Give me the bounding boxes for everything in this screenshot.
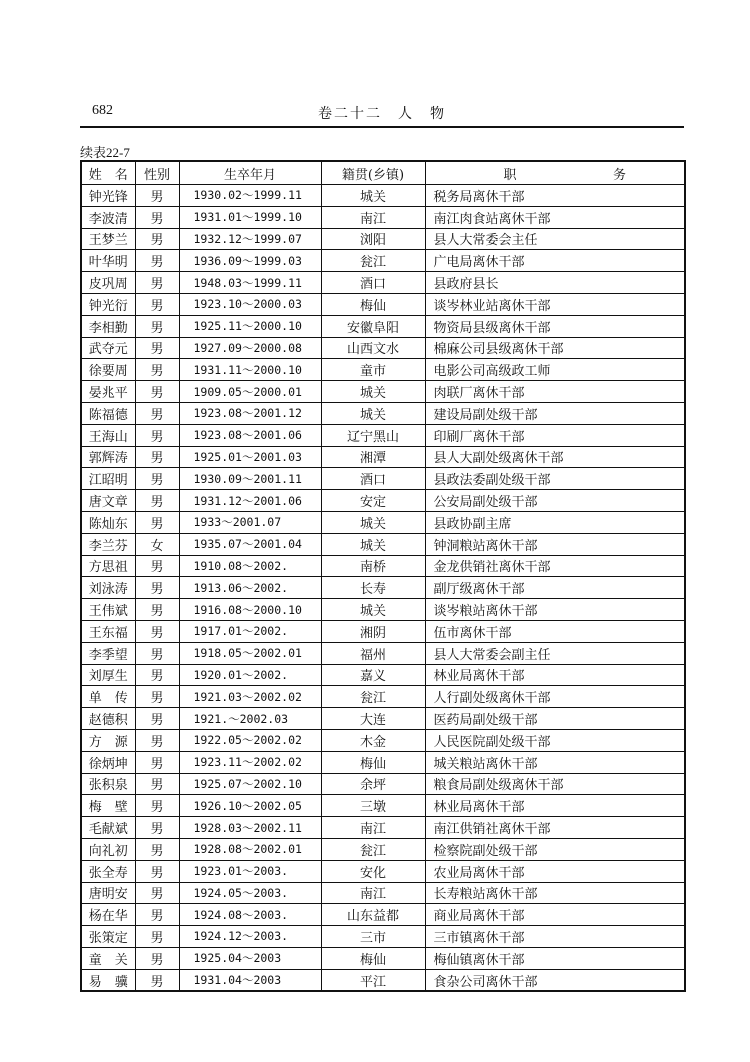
table-row [81, 293, 685, 315]
cell-sex: 男 [135, 424, 179, 446]
cell-dates: 1930.09～2001.11 [179, 468, 321, 490]
cell-sex: 男 [135, 315, 179, 337]
cell-native: 山西文水 [321, 337, 425, 359]
cell-name: 刘厚生 [81, 664, 135, 686]
cell-name: 杨在华 [81, 904, 135, 926]
cell-native: 城关 [321, 402, 425, 424]
cell-name: 王伟斌 [81, 599, 135, 621]
header-job-right: 务 [612, 167, 626, 183]
table-header-row [81, 161, 685, 185]
cell-job: 农业局离休干部 [425, 860, 685, 882]
cell-dates: 1935.07～2001.04 [179, 533, 321, 555]
cell-name: 李相勤 [81, 315, 135, 337]
cell-sex: 男 [135, 555, 179, 577]
cell-name: 陈福德 [81, 402, 135, 424]
table-row [81, 969, 685, 991]
cell-job: 钟洞粮站离休干部 [425, 533, 685, 555]
cell-job: 检察院副处级干部 [425, 838, 685, 860]
cell-name: 刘泳涛 [81, 577, 135, 599]
cell-native: 三墩 [321, 795, 425, 817]
table-row [81, 599, 685, 621]
table-row [81, 947, 685, 969]
cell-native: 安定 [321, 490, 425, 512]
cell-sex: 男 [135, 838, 179, 860]
cell-native: 梅仙 [321, 751, 425, 773]
cell-native: 城关 [321, 381, 425, 403]
cell-sex: 男 [135, 947, 179, 969]
cell-dates: 1921.～2002.03 [179, 708, 321, 730]
cell-job: 县人大常委会副主任 [425, 642, 685, 664]
cell-job: 县政协副主席 [425, 511, 685, 533]
table-row [81, 359, 685, 381]
cell-job: 谈岑林业站离休干部 [425, 293, 685, 315]
cell-sex: 男 [135, 599, 179, 621]
table-row [81, 511, 685, 533]
table-row [81, 642, 685, 664]
cell-dates: 1920.01～2002. [179, 664, 321, 686]
cell-native: 酒口 [321, 468, 425, 490]
cell-dates: 1913.06～2002. [179, 577, 321, 599]
cell-sex: 男 [135, 664, 179, 686]
cell-dates: 1909.05～2000.01 [179, 381, 321, 403]
cell-native: 南桥 [321, 555, 425, 577]
table-row [81, 882, 685, 904]
table-row [81, 686, 685, 708]
cell-name: 赵德积 [81, 708, 135, 730]
cell-dates: 1925.04～2003 [179, 947, 321, 969]
cell-name: 钟光锋 [81, 185, 135, 207]
cell-name: 易 骥 [81, 969, 135, 991]
cell-sex: 男 [135, 490, 179, 512]
cell-dates: 1923.08～2001.12 [179, 402, 321, 424]
cell-job: 长寿粮站离休干部 [425, 882, 685, 904]
cell-dates: 1931.12～2001.06 [179, 490, 321, 512]
table-row [81, 817, 685, 839]
cell-native: 福州 [321, 642, 425, 664]
cell-native: 长寿 [321, 577, 425, 599]
cell-sex: 男 [135, 904, 179, 926]
cell-dates: 1924.05～2003. [179, 882, 321, 904]
cell-job: 副厅级离休干部 [425, 577, 685, 599]
cell-dates: 1923.11～2002.02 [179, 751, 321, 773]
cell-name: 晏兆平 [81, 381, 135, 403]
cell-sex: 男 [135, 337, 179, 359]
cell-job: 棉麻公司县级离休干部 [425, 337, 685, 359]
cell-sex: 男 [135, 577, 179, 599]
cell-native: 南江 [321, 882, 425, 904]
table-row [81, 708, 685, 730]
cell-dates: 1928.03～2002.11 [179, 817, 321, 839]
cell-job: 建设局副处级干部 [425, 402, 685, 424]
cell-name: 毛献斌 [81, 817, 135, 839]
cell-native: 余坪 [321, 773, 425, 795]
page-number: 682 [92, 103, 113, 118]
cell-sex: 男 [135, 773, 179, 795]
table-row [81, 315, 685, 337]
header-job-left: 职 [503, 167, 517, 183]
cell-sex: 男 [135, 446, 179, 468]
cell-sex: 男 [135, 708, 179, 730]
cell-job: 梅仙镇离休干部 [425, 947, 685, 969]
cell-native: 安徽阜阳 [321, 315, 425, 337]
table-row [81, 860, 685, 882]
table-row [81, 468, 685, 490]
cell-native: 浏阳 [321, 228, 425, 250]
cell-sex: 男 [135, 817, 179, 839]
cell-name: 江昭明 [81, 468, 135, 490]
cell-job: 公安局副处级干部 [425, 490, 685, 512]
table-row [81, 729, 685, 751]
table-row [81, 185, 685, 207]
table-row [81, 250, 685, 272]
cell-dates: 1931.11～2000.10 [179, 359, 321, 381]
cell-sex: 男 [135, 402, 179, 424]
cell-native: 瓮江 [321, 686, 425, 708]
table-body [81, 185, 685, 992]
cell-native: 平江 [321, 969, 425, 991]
cell-native: 瓮江 [321, 250, 425, 272]
cell-sex: 男 [135, 468, 179, 490]
cell-dates: 1917.01～2002. [179, 620, 321, 642]
cell-sex: 男 [135, 250, 179, 272]
cell-sex: 男 [135, 293, 179, 315]
table-row [81, 664, 685, 686]
cell-job: 南江肉食站离休干部 [425, 206, 685, 228]
cell-native: 童市 [321, 359, 425, 381]
cell-dates: 1923.08～2001.06 [179, 424, 321, 446]
cell-native: 南江 [321, 817, 425, 839]
cell-dates: 1923.10～2000.03 [179, 293, 321, 315]
cell-dates: 1918.05～2002.01 [179, 642, 321, 664]
cell-job: 县人大副处级离休干部 [425, 446, 685, 468]
cell-native: 安化 [321, 860, 425, 882]
table-row [81, 206, 685, 228]
cell-job: 广电局离休干部 [425, 250, 685, 272]
cell-dates: 1925.01～2001.03 [179, 446, 321, 468]
cell-name: 徐炳坤 [81, 751, 135, 773]
cell-name: 李波清 [81, 206, 135, 228]
cell-native: 嘉义 [321, 664, 425, 686]
cell-name: 唐文章 [81, 490, 135, 512]
cell-job: 物资局县级离休干部 [425, 315, 685, 337]
cell-sex: 男 [135, 381, 179, 403]
cell-native: 木金 [321, 729, 425, 751]
cell-job: 肉联厂离休干部 [425, 381, 685, 403]
cell-sex: 男 [135, 729, 179, 751]
cell-job: 林业局离休干部 [425, 664, 685, 686]
cell-dates: 1924.12～2003. [179, 926, 321, 948]
personnel-table [80, 160, 686, 992]
cell-dates: 1930.02～1999.11 [179, 185, 321, 207]
header-name: 姓 名 [81, 161, 135, 185]
cell-job: 商业局离休干部 [425, 904, 685, 926]
cell-job: 印刷厂离休干部 [425, 424, 685, 446]
cell-native: 南江 [321, 206, 425, 228]
cell-native: 湘潭 [321, 446, 425, 468]
cell-name: 叶华明 [81, 250, 135, 272]
cell-name: 陈灿东 [81, 511, 135, 533]
cell-sex: 男 [135, 228, 179, 250]
cell-sex: 男 [135, 751, 179, 773]
cell-dates: 1925.07～2002.10 [179, 773, 321, 795]
cell-job: 税务局离休干部 [425, 185, 685, 207]
cell-sex: 男 [135, 926, 179, 948]
cell-dates: 1927.09～2000.08 [179, 337, 321, 359]
cell-sex: 男 [135, 860, 179, 882]
cell-sex: 男 [135, 359, 179, 381]
cell-name: 张积泉 [81, 773, 135, 795]
table-row [81, 620, 685, 642]
cell-dates: 1933～2001.07 [179, 511, 321, 533]
cell-job: 金龙供销社离休干部 [425, 555, 685, 577]
cell-dates: 1931.01～1999.10 [179, 206, 321, 228]
table-row [81, 904, 685, 926]
cell-sex: 男 [135, 185, 179, 207]
cell-job: 三市镇离休干部 [425, 926, 685, 948]
table-row [81, 751, 685, 773]
cell-job: 人行副处级离休干部 [425, 686, 685, 708]
table-row [81, 490, 685, 512]
cell-sex: 男 [135, 686, 179, 708]
table-row [81, 577, 685, 599]
header-dates: 生卒年月 [179, 161, 321, 185]
cell-sex: 男 [135, 620, 179, 642]
cell-name: 方 源 [81, 729, 135, 751]
cell-sex: 女 [135, 533, 179, 555]
cell-job: 食杂公司离休干部 [425, 969, 685, 991]
cell-job: 县政法委副处级干部 [425, 468, 685, 490]
cell-native: 城关 [321, 511, 425, 533]
cell-dates: 1921.03～2002.02 [179, 686, 321, 708]
cell-native: 城关 [321, 185, 425, 207]
table-row [81, 533, 685, 555]
cell-name: 武夺元 [81, 337, 135, 359]
chapter-title: 卷二十二 人 物 [318, 106, 446, 122]
cell-dates: 1922.05～2002.02 [179, 729, 321, 751]
cell-job: 电影公司高级政工师 [425, 359, 685, 381]
table-row [81, 446, 685, 468]
cell-name: 童 关 [81, 947, 135, 969]
header-job [425, 161, 685, 185]
cell-native: 湘阴 [321, 620, 425, 642]
cell-job: 粮食局副处级离休干部 [425, 773, 685, 795]
cell-dates: 1923.01～2003. [179, 860, 321, 882]
table-row [81, 926, 685, 948]
cell-name: 方思祖 [81, 555, 135, 577]
table-row [81, 228, 685, 250]
cell-native: 梅仙 [321, 293, 425, 315]
cell-job: 林业局离休干部 [425, 795, 685, 817]
page-header [80, 103, 684, 127]
cell-name: 王东福 [81, 620, 135, 642]
cell-name: 唐明安 [81, 882, 135, 904]
table-row [81, 337, 685, 359]
table-row [81, 838, 685, 860]
cell-dates: 1926.10～2002.05 [179, 795, 321, 817]
header-sex: 性别 [135, 161, 179, 185]
cell-job: 县政府县长 [425, 272, 685, 294]
cell-native: 山东益都 [321, 904, 425, 926]
cell-dates: 1910.08～2002. [179, 555, 321, 577]
cell-dates: 1932.12～1999.07 [179, 228, 321, 250]
table-row [81, 402, 685, 424]
cell-sex: 男 [135, 206, 179, 228]
cell-native: 梅仙 [321, 947, 425, 969]
cell-job: 城关粮站离休干部 [425, 751, 685, 773]
cell-sex: 男 [135, 969, 179, 991]
cell-native: 城关 [321, 533, 425, 555]
cell-native: 瓮江 [321, 838, 425, 860]
cell-native: 辽宁黑山 [321, 424, 425, 446]
cell-native: 城关 [321, 599, 425, 621]
cell-job: 伍市离休干部 [425, 620, 685, 642]
table-row [81, 424, 685, 446]
cell-job: 人民医院副处级干部 [425, 729, 685, 751]
cell-sex: 男 [135, 882, 179, 904]
cell-name: 李季望 [81, 642, 135, 664]
cell-job: 南江供销社离休干部 [425, 817, 685, 839]
cell-name: 张全寿 [81, 860, 135, 882]
cell-dates: 1928.08～2002.01 [179, 838, 321, 860]
cell-sex: 男 [135, 511, 179, 533]
cell-name: 皮巩周 [81, 272, 135, 294]
cell-dates: 1916.08～2000.10 [179, 599, 321, 621]
cell-name: 徐要周 [81, 359, 135, 381]
cell-sex: 男 [135, 795, 179, 817]
header-native: 籍贯(乡镇) [321, 161, 425, 185]
cell-name: 王海山 [81, 424, 135, 446]
cell-name: 王梦兰 [81, 228, 135, 250]
cell-dates: 1936.09～1999.03 [179, 250, 321, 272]
cell-dates: 1931.04～2003 [179, 969, 321, 991]
cell-name: 郭辉涛 [81, 446, 135, 468]
table-row [81, 381, 685, 403]
cell-dates: 1925.11～2000.10 [179, 315, 321, 337]
cell-job: 医药局副处级干部 [425, 708, 685, 730]
cell-name: 钟光衍 [81, 293, 135, 315]
table-subtitle: 续表22-7 [80, 145, 130, 160]
cell-native: 大连 [321, 708, 425, 730]
table-row [81, 795, 685, 817]
cell-native: 三市 [321, 926, 425, 948]
table-row [81, 773, 685, 795]
header-rule [80, 126, 684, 128]
cell-name: 向礼初 [81, 838, 135, 860]
cell-dates: 1924.08～2003. [179, 904, 321, 926]
cell-name: 张策定 [81, 926, 135, 948]
cell-name: 李兰芬 [81, 533, 135, 555]
cell-sex: 男 [135, 642, 179, 664]
table-row [81, 272, 685, 294]
cell-name: 单 传 [81, 686, 135, 708]
cell-native: 酒口 [321, 272, 425, 294]
cell-name: 梅 壁 [81, 795, 135, 817]
cell-job: 谈岑粮站离休干部 [425, 599, 685, 621]
cell-sex: 男 [135, 272, 179, 294]
cell-job: 县人大常委会主任 [425, 228, 685, 250]
table-row [81, 555, 685, 577]
cell-dates: 1948.03～1999.11 [179, 272, 321, 294]
